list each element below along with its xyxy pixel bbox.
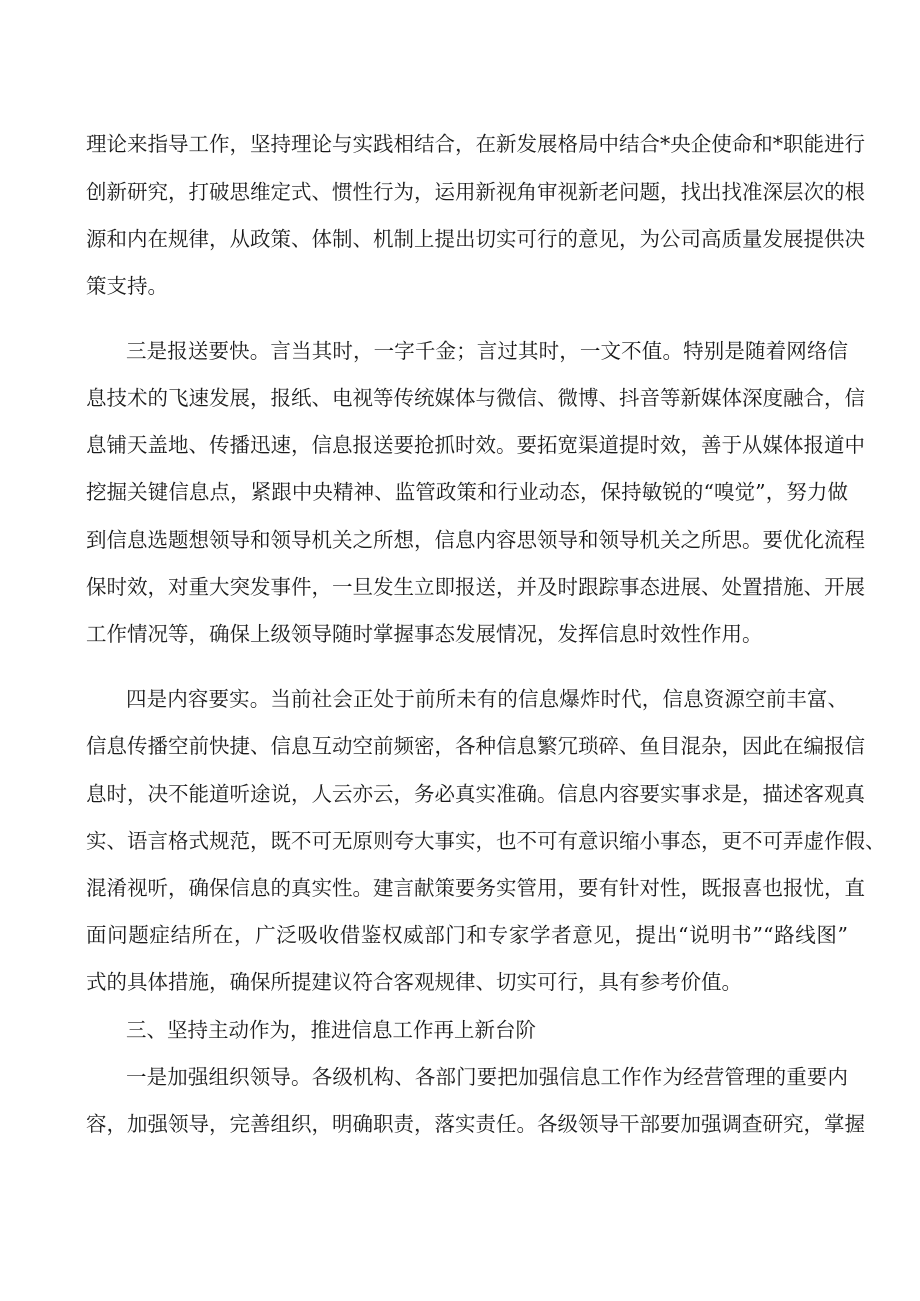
text-line: 挖掘关键信息点，紧跟中央精神、监管政策和行业动态，保持敏锐的“嗅觉”，努力做 <box>86 480 848 504</box>
text-line: 策支持。 <box>86 274 168 298</box>
text-line: 面问题症结所在，广泛吸收借鉴权威部门和专家学者意见，提出“说明书”“路线图” <box>86 923 848 947</box>
paragraph-first-line: 四是内容要实。当前社会正处于前所未有的信息爆炸时代，信息资源空前丰富、 <box>126 687 848 711</box>
text-line: 源和内在规律，从政策、体制、机制上提出切实可行的意见，为公司高质量发展提供决 <box>86 227 865 251</box>
text-line: 息时，决不能道听途说，人云亦云，务必真实准确。信息内容要实事求是，描述客观真 <box>86 782 865 806</box>
text-line: 保时效，对重大突发事件，一旦发生立即报送，并及时跟踪事态进展、处置措施、开展 <box>86 575 865 599</box>
text-line: 信息传播空前快捷、信息互动空前频密，各种信息繁冗琐碎、鱼目混杂，因此在编报信 <box>86 734 865 758</box>
text-line: 工作情况等，确保上级领导随时掌握事态发展情况，发挥信息时效性作用。 <box>86 622 763 646</box>
text-line: 式的具体措施，确保所提建议符合客观规律、切实可行，具有参考价值。 <box>86 970 742 994</box>
text-line: 混淆视听，确保信息的真实性。建言献策要务实管用，要有针对性，既报喜也报忧，直 <box>86 876 865 900</box>
text-line: 息技术的飞速发展，报纸、电视等传统媒体与微信、微博、抖音等新媒体深度融合，信 <box>86 386 865 410</box>
text-line: 理论来指导工作，坚持理论与实践相结合，在新发展格局中结合*央企使命和*职能进行 <box>86 132 865 156</box>
text-line: 容，加强领导，完善组织，明确职责，落实责任。各级领导干部要加强调查研究，掌握 <box>86 1112 865 1136</box>
section-heading: 三、坚持主动作为，推进信息工作再上新台阶 <box>126 1018 536 1042</box>
text-line: 实、语言格式规范，既不可无原则夸大事实，也不可有意识缩小事态，更不可弄虚作假、 <box>86 829 886 853</box>
text-line: 息铺天盖地、传播迅速，信息报送要抢抓时效。要拓宽渠道提时效，善于从媒体报道中 <box>86 433 865 457</box>
paragraph-first-line: 一是加强组织领导。各级机构、各部门要把加强信息工作作为经营管理的重要内 <box>126 1065 848 1089</box>
text-line: 到信息选题想领导和领导机关之所想，信息内容思领导和领导机关之所思。要优化流程 <box>86 528 865 552</box>
paragraph-first-line: 三是报送要快。言当其时，一字千金；言过其时，一文不值。特别是随着网络信 <box>126 339 848 363</box>
text-line: 创新研究，打破思维定式、惯性行为，运用新视角审视新老问题，找出找准深层次的根 <box>86 180 865 204</box>
